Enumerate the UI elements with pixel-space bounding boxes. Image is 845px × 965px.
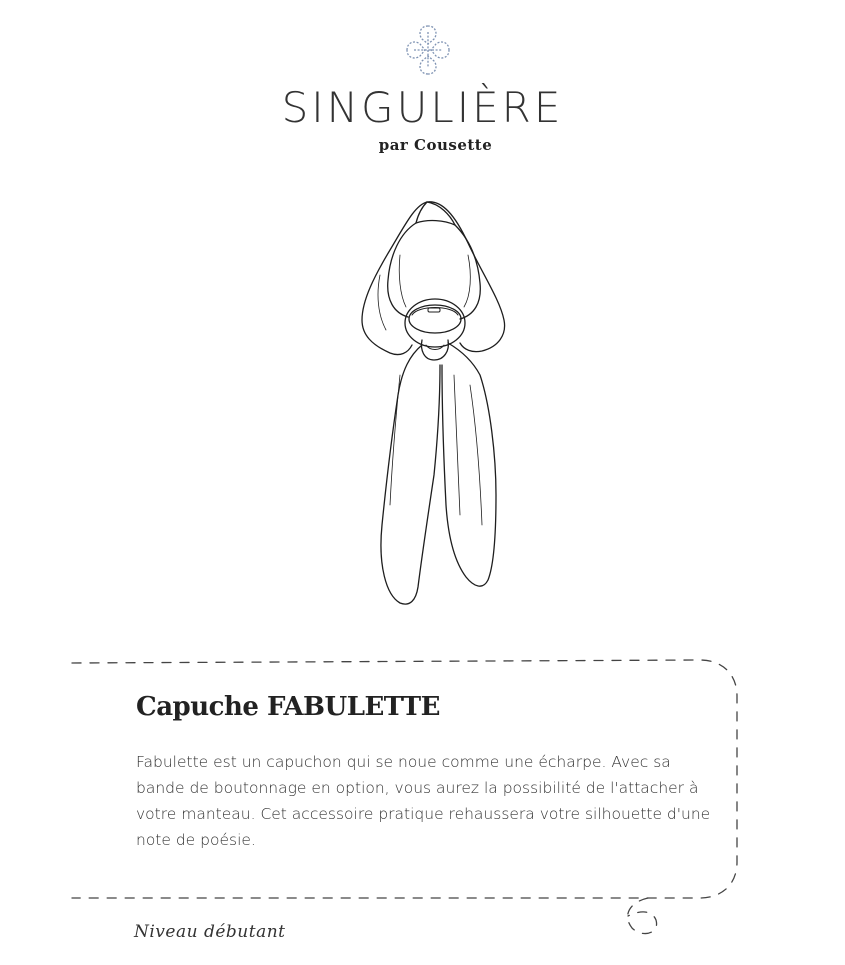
product-title: Capuche FABULETTE <box>136 692 440 722</box>
quatrefoil-logo-icon <box>404 22 452 78</box>
brand-subtitle: par Cousette <box>378 136 493 154</box>
difficulty-level: Niveau débutant <box>134 922 286 942</box>
brand-name: SINGULIÈRE <box>281 83 564 132</box>
hood-scarf-illustration <box>350 195 520 610</box>
product-description: Fabulette est un capuchon qui se noue comme une écharpe. Avec sa bande de boutonnage en option, vous aurez la possibilité de l'attacher à votre manteau. Cet accessoire pratique rehaussera votre silhouette d'une note de poésie. <box>136 753 711 849</box>
